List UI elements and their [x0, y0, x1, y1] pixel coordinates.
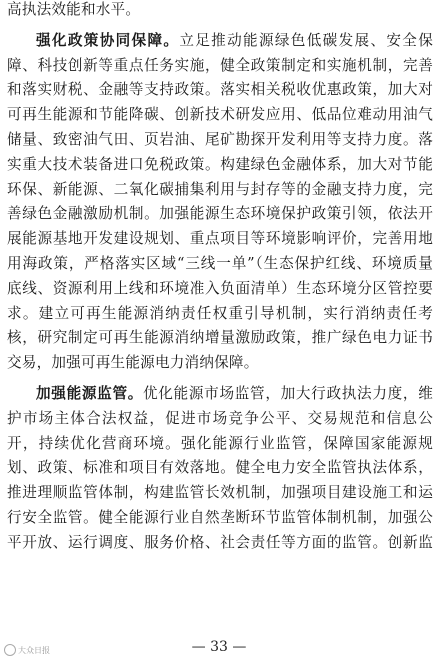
- text-line: 推进理顺监管体制，构建监管长效机制，加强项目建设施工和运: [7, 484, 433, 502]
- section-heading-supervision: 加强能源监管。: [36, 384, 144, 402]
- text-line: 划、政策、标准和项目有效落地。健全电力安全监管执法体系，: [7, 459, 433, 477]
- text-line: 行安全监管。健全能源行业自然垄断环节监管体制机制，加强公: [7, 508, 433, 526]
- text-line: 底线、资源利用上线和环境准入负面清单）生态环境分区管控要: [7, 279, 433, 297]
- text-line: [7, 29, 433, 54]
- text-line: 平开放、运行调度、服务价格、社会责任等方面的监管。创新监: [7, 533, 433, 551]
- text-line: 和落实财税、金融等支持政策。落实相关税收优惠政策，加大对: [7, 81, 433, 99]
- body-text: [7, 0, 433, 556]
- text-line: 交易，加强可再生能源电力消纳保障。: [7, 354, 259, 372]
- section-heading-policy: 强化政策协同保障。: [36, 31, 180, 49]
- text-line: 护市场主体合法权益，促进市场竞争公平、交易规范和信息公: [7, 409, 433, 427]
- text-line: [7, 382, 433, 407]
- text-line: 实重大技术装备进口免税政策。构建绿色金融体系，加大对节能: [7, 155, 433, 173]
- text-line: 核，研究制定可再生能源消纳增量激励政策，推广绿色电力证书: [7, 329, 433, 347]
- text-fragment: 优化能源市场监管，加大行政执法力度，维: [143, 384, 433, 402]
- text-line: 可再生能源和节能降碳、创新技术研发应用、低品位难动用油气: [7, 106, 433, 124]
- text-line: 善绿色金融激励机制。加强能源生态环境保护政策引领，依法开: [7, 205, 433, 223]
- text-line: 环保、新能源、二氧化碳捕集利用与封存等的金融支持力度，完: [7, 180, 433, 198]
- text-line: 用海政策，严格落实区域“三线一单”（生态保护红线、环境质量: [7, 254, 433, 272]
- text-line: 求。建立可再生能源消纳责任权重引导机制，实行消纳责任考: [7, 304, 433, 322]
- text-line: 展能源基地开发建设规划、重点项目等环境影响评价，完善用地: [7, 230, 433, 248]
- text-line: 开，持续优化营商环境。强化能源行业监管，保障国家能源规: [7, 434, 433, 452]
- page-number: — 33 —: [191, 639, 247, 655]
- text-fragment: 立足推动能源绿色低碳发展、安全保: [179, 31, 433, 49]
- watermark-text: 大众日报: [18, 645, 50, 655]
- text-line: 储量、致密油气田、页岩油、尾矿勘探开发利用等支持力度。落: [7, 130, 433, 148]
- text-line: 障、科技创新等重点任务实施，健全政策制定和实施机制，完善: [7, 56, 433, 74]
- text-line: 高执法效能和水平。: [7, 1, 141, 18]
